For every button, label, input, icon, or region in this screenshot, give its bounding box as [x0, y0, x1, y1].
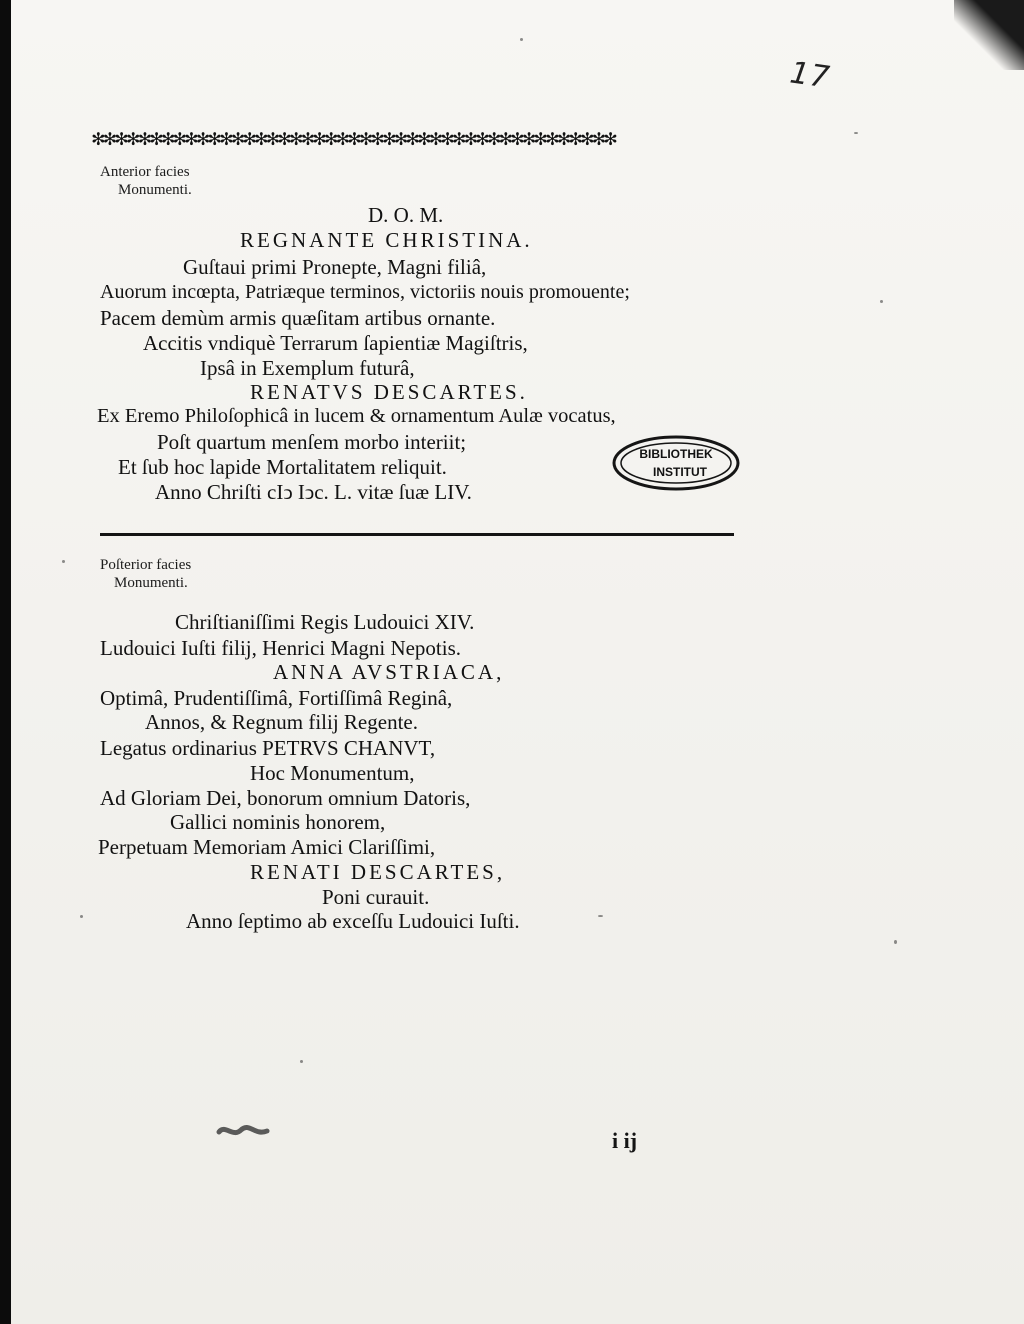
margin-note-line: Monumenti.	[114, 575, 188, 591]
inscription-line: RENATI DESCARTES,	[250, 860, 506, 884]
scan-speck	[854, 132, 858, 134]
inscription-line: Poſt quartum menſem morbo interiit;	[157, 430, 467, 454]
ornamental-band: ✻✻✻✻✻✻✻✻✻✻✻✻✻✻✻✻✻✻✻✻✻✻✻✻✻✻✻✻✻✻✻✻✻✻✻✻✻✻✻✻✻✻✻✻✻	[92, 126, 616, 150]
margin-note-line: Anterior facies	[100, 164, 190, 180]
inscription-line: Gallici nominis honorem,	[170, 810, 386, 834]
inscription-line: Legatus ordinarius PETRVS CHANVT,	[100, 736, 436, 760]
inscription-line: Ad Gloriam Dei, bonorum omnium Datoris,	[100, 786, 471, 810]
inscription-line: Chriſtianiſſimi Regis Ludouici XIV.	[175, 610, 475, 634]
handwritten-folio-number: 17	[787, 55, 833, 96]
library-stamp	[610, 433, 742, 493]
scan-speck	[80, 915, 83, 918]
inscription-heading-dom: D. O. M.	[368, 203, 444, 227]
inscription-line: Auorum incœpta, Patriæque terminos, victoriis nouis promouente;	[100, 281, 630, 303]
ink-smudge	[215, 1120, 271, 1144]
inscription-line: Optimâ, Prudentiſſimâ, Fortiſſimâ Reginâ,	[100, 686, 453, 710]
inscription-line: Anno ſeptimo ab exceſſu Ludouici Iuſti.	[186, 909, 520, 933]
scan-speck	[300, 1060, 303, 1063]
stamp-text-bottom: INSTITUT	[653, 465, 707, 479]
inscription-line: Et ſub hoc lapide Mortalitatem reliquit.	[118, 455, 447, 479]
margin-note-line: Poſterior facies	[100, 557, 192, 573]
inscription-line: Annos, & Regnum filij Regente.	[145, 710, 418, 734]
scan-left-border	[0, 0, 11, 1324]
inscription-line: ANNA AVSTRIACA,	[273, 660, 505, 684]
page-signature-mark: i ij	[612, 1128, 638, 1153]
inscription-line: Ipsâ in Exemplum futurâ,	[200, 356, 415, 380]
margin-note-line: Monumenti.	[118, 182, 192, 198]
inscription-line: Ludouici Iuſti filij, Henrici Magni Nepotis.	[100, 636, 462, 660]
margin-note-anterior	[100, 163, 192, 199]
stamp-text-top: BIBLIOTHEK	[639, 447, 713, 461]
section-divider-rule	[100, 533, 734, 536]
inscription-line: Perpetuam Memoriam Amici Clariſſimi,	[98, 835, 436, 859]
inscription-line: Hoc Monumentum,	[250, 761, 415, 785]
inscription-line: Anno Chriſti cIↄ Iↄc. L. vitæ ſuæ LIV.	[155, 480, 472, 504]
inscription-line: Guſtaui primi Pronepte, Magni filiâ,	[183, 255, 487, 279]
inscription-line: Poni curauit.	[322, 885, 430, 909]
scan-speck	[62, 560, 65, 563]
scan-speck	[880, 300, 883, 303]
scan-speck	[520, 38, 523, 41]
scan-dark-corner	[954, 0, 1024, 70]
inscription-line: RENATVS DESCARTES.	[250, 380, 528, 404]
inscription-line: REGNANTE CHRISTINA.	[240, 228, 533, 252]
margin-note-posterior	[100, 556, 191, 592]
inscription-line: Pacem demùm armis quæſitam artibus ornante.	[100, 306, 496, 330]
scan-speck	[598, 915, 603, 917]
inscription-line: Accitis vndiquè Terrarum ſapientiæ Magiſtris,	[143, 331, 528, 355]
scan-speck	[894, 940, 897, 944]
inscription-line: Ex Eremo Philoſophicâ in lucem & ornamentum Aulæ vocatus,	[97, 405, 616, 427]
